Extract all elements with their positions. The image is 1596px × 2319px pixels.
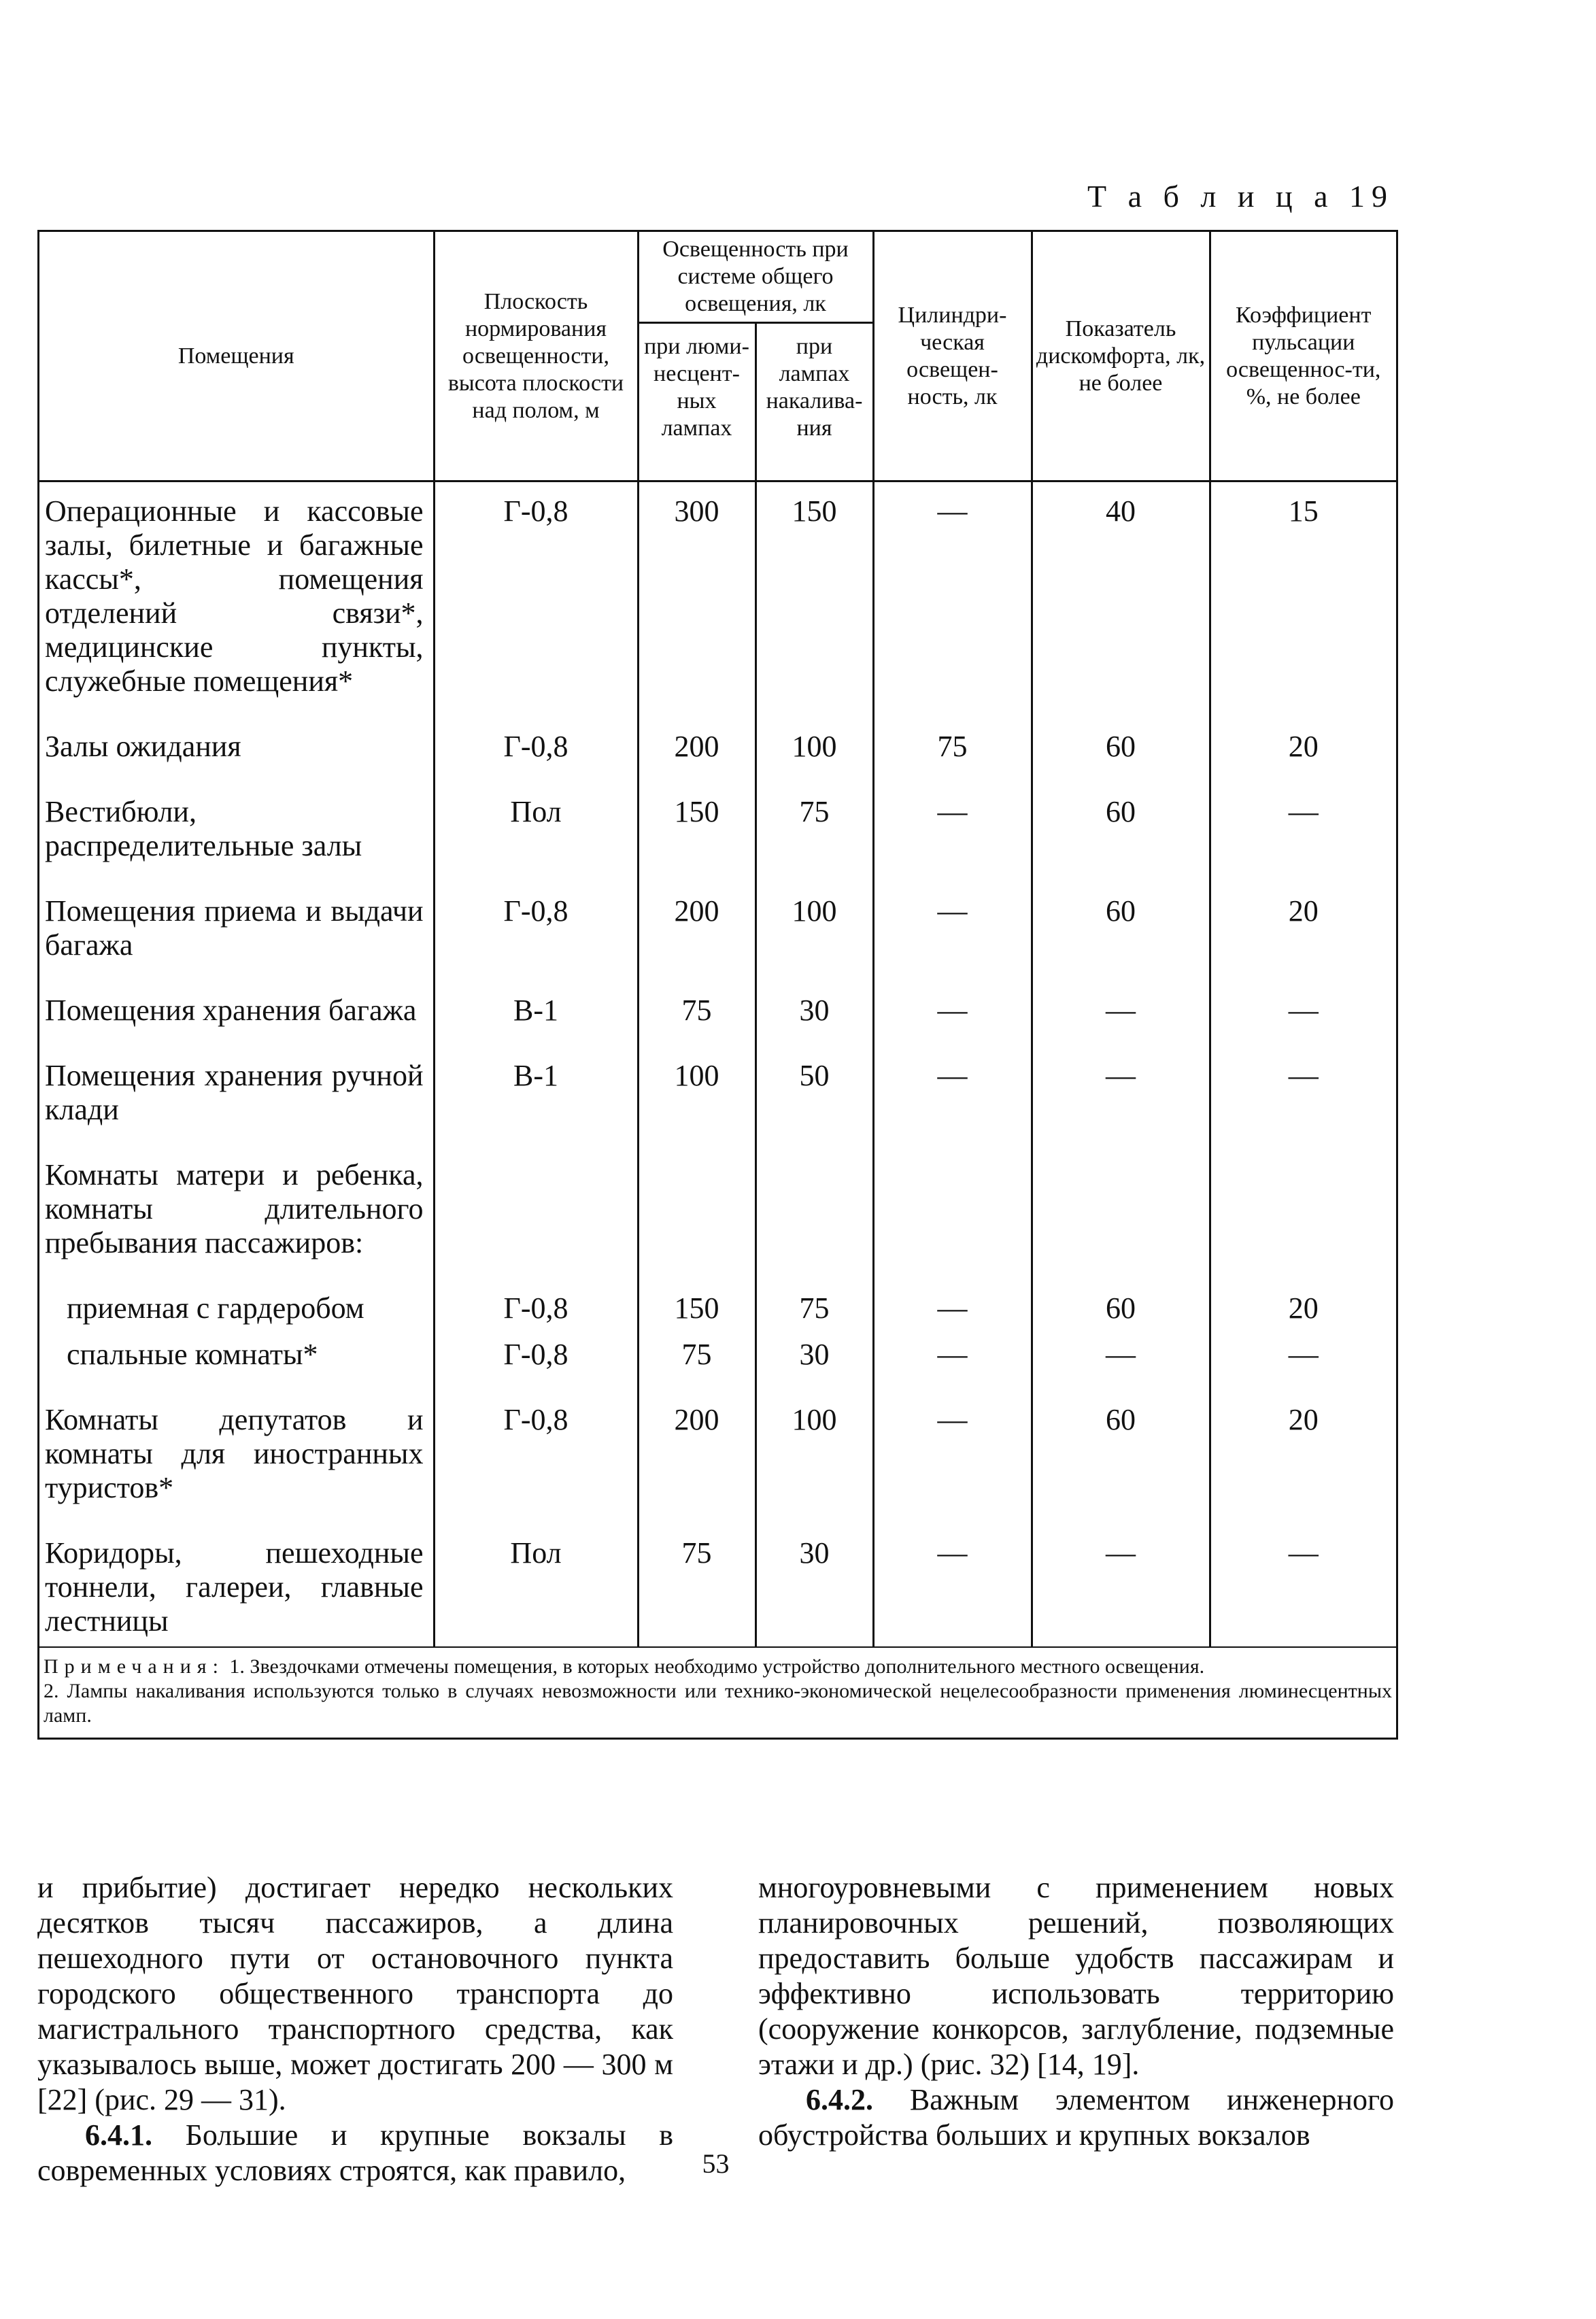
plane-value: Г-0,8 (434, 1399, 638, 1532)
table-row (39, 1334, 1396, 1399)
fluorescent-value: 75 (638, 1532, 755, 1646)
body-text (37, 1870, 1394, 2188)
cylindrical-value: — (873, 1532, 1032, 1646)
room-name: Помещения хранения ручной клади (45, 1059, 424, 1126)
incandescent-value: 30 (755, 1532, 873, 1646)
fluorescent-value: 150 (638, 1287, 755, 1334)
discomfort-value: 60 (1032, 726, 1210, 791)
room-name: Помещения приема и выдачи багажа (45, 894, 424, 962)
discomfort-value: — (1032, 1055, 1210, 1154)
pulsation-value: — (1210, 1334, 1396, 1399)
plane-value: Г-0,8 (434, 890, 638, 989)
table-row (39, 481, 1396, 726)
plane-value: В-1 (434, 989, 638, 1055)
discomfort-value: 60 (1032, 890, 1210, 989)
discomfort-value: — (1032, 1532, 1210, 1646)
incandescent-value: 150 (755, 481, 873, 726)
cylindrical-value: — (873, 481, 1032, 726)
lighting-table (37, 230, 1398, 1740)
paragraph (758, 2082, 1394, 2153)
cylindrical-value: — (873, 1287, 1032, 1334)
discomfort-value: 60 (1032, 1399, 1210, 1532)
pulsation-value (1210, 1154, 1396, 1287)
section-number: 6.4.1. (85, 2118, 152, 2152)
fluorescent-value: 200 (638, 890, 755, 989)
left-column (37, 1870, 673, 2188)
incandescent-value: 75 (755, 1287, 873, 1334)
discomfort-value: 60 (1032, 1287, 1210, 1334)
room-name: Коридоры, пешеходные тоннели, галереи, главные лестницы (45, 1536, 424, 1638)
discomfort-value (1032, 1154, 1210, 1287)
section-number: 6.4.2. (806, 2083, 873, 2116)
right-column (758, 1870, 1394, 2188)
page-number: 53 (702, 2148, 730, 2179)
paragraph-text: Важным элементом инженерного обустройства больших и крупных вокзалов (758, 2083, 1394, 2152)
room-name: Комнаты матери и ребенка, комнаты длительного пребывания пассажиров: (45, 1158, 424, 1259)
fluorescent-value: 100 (638, 1055, 755, 1154)
header-room: Помещения (39, 232, 434, 481)
room-name: Операционные и кассовые залы, билетные и багажные кассы*, помещения отделений связи*, медицинские пункты, служебные помещения* (45, 494, 424, 698)
plane-value: Пол (434, 791, 638, 890)
room-name: Комнаты депутатов и комнаты для иностранных туристов* (45, 1403, 424, 1504)
cylindrical-value: — (873, 890, 1032, 989)
fluorescent-value: 75 (638, 989, 755, 1055)
notes-lead: Примечания: (44, 1655, 224, 1678)
cylindrical-value: 75 (873, 726, 1032, 791)
plane-value: Г-0,8 (434, 1287, 638, 1334)
cylindrical-value: — (873, 791, 1032, 890)
discomfort-value: — (1032, 989, 1210, 1055)
paragraph: и прибытие) достигает нередко нескольких десятков тысяч пассажиров, а длина пешеходного пути от остановочного пункта городского общественного транспорта до магистрального транспортного средства, как указывалось выше, может достигать 200 — 300 м [22] (рис. 29 — 31). (37, 1871, 673, 2116)
room-name: приемная с гардеробом (67, 1291, 364, 1325)
header-row (39, 232, 1396, 323)
table-caption: Т а б л и ц а 19 (1087, 179, 1394, 214)
header-illumination: Освещенность при системе общего освещения, лк (638, 232, 873, 323)
paragraph: многоуровневыми с применением новых планировочных решений, позволяющих предоставить больше удобств пассажирам и эффективно использовать территорию (сооружение конкорсов, заглубление, подземные этажи и др.) (рис. 32) [14, 19]. (758, 1871, 1394, 2081)
room-name: спальные комнаты* (67, 1338, 318, 1371)
incandescent-value: 75 (755, 791, 873, 890)
pulsation-value: — (1210, 989, 1396, 1055)
pulsation-value: 15 (1210, 481, 1396, 726)
paragraph-text: Большие и крупные вокзалы в современных условиях строятся, как правило, (37, 2118, 673, 2187)
incandescent-value: 100 (755, 1399, 873, 1532)
fluorescent-value: 200 (638, 726, 755, 791)
header-cylindrical: Цилиндри-ческая освещен-ность, лк (873, 232, 1032, 481)
pulsation-value: 20 (1210, 890, 1396, 989)
note-1 (44, 1655, 1392, 1679)
plane-value: Г-0,8 (434, 1334, 638, 1399)
table-row (39, 989, 1396, 1055)
room-name: Помещения хранения багажа (45, 994, 417, 1027)
pulsation-value: 20 (1210, 1399, 1396, 1532)
table-row (39, 1399, 1396, 1532)
cylindrical-value: — (873, 989, 1032, 1055)
pulsation-value: — (1210, 1055, 1396, 1154)
cylindrical-value: — (873, 1055, 1032, 1154)
cylindrical-value (873, 1154, 1032, 1287)
fluorescent-value: 75 (638, 1334, 755, 1399)
table-notes (39, 1646, 1396, 1738)
pulsation-value: 20 (1210, 726, 1396, 791)
fluorescent-value (638, 1154, 755, 1287)
header-fluorescent: при люми-несцент-ных лампах (638, 323, 755, 481)
pulsation-value: — (1210, 791, 1396, 890)
plane-value: Г-0,8 (434, 481, 638, 726)
incandescent-value: 50 (755, 1055, 873, 1154)
cylindrical-value: — (873, 1334, 1032, 1399)
incandescent-value: 100 (755, 890, 873, 989)
table-row (39, 726, 1396, 791)
table-row (39, 1154, 1396, 1287)
header-discomfort: Показатель дискомфорта, лк, не более (1032, 232, 1210, 481)
discomfort-value: 40 (1032, 481, 1210, 726)
table-row (39, 1055, 1396, 1154)
incandescent-value: 30 (755, 1334, 873, 1399)
room-name: Залы ожидания (45, 730, 241, 763)
table-row (39, 1287, 1396, 1334)
incandescent-value (755, 1154, 873, 1287)
room-name: Вестибюли, распределительные залы (45, 795, 362, 862)
plane-value: В-1 (434, 1055, 638, 1154)
plane-value: Г-0,8 (434, 726, 638, 791)
fluorescent-value: 150 (638, 791, 755, 890)
incandescent-value: 30 (755, 989, 873, 1055)
plane-value (434, 1154, 638, 1287)
cylindrical-value: — (873, 1399, 1032, 1532)
table-row (39, 791, 1396, 890)
table-row (39, 1532, 1396, 1646)
pulsation-value: 20 (1210, 1287, 1396, 1334)
header-plane: Плоскость нормирования освещенности, высота плоскости над полом, м (434, 232, 638, 481)
discomfort-value: — (1032, 1334, 1210, 1399)
fluorescent-value: 300 (638, 481, 755, 726)
plane-value: Пол (434, 1532, 638, 1646)
table-row (39, 890, 1396, 989)
fluorescent-value: 200 (638, 1399, 755, 1532)
page (37, 0, 1394, 2319)
incandescent-value: 100 (755, 726, 873, 791)
header-pulsation: Коэффициент пульсации освещеннос-ти, %, не более (1210, 232, 1396, 481)
discomfort-value: 60 (1032, 791, 1210, 890)
header-incandescent: при лампах накалива-ния (755, 323, 873, 481)
note-1-text: 1. Звездочками отмечены помещения, в которых необходимо устройство дополнительного местного освещения. (229, 1655, 1205, 1678)
pulsation-value: — (1210, 1532, 1396, 1646)
note-2: 2. Лампы накаливания используются только в случаях невозможности или технико-экономической нецелесообразности применения люминесцентных ламп. (44, 1680, 1392, 1727)
